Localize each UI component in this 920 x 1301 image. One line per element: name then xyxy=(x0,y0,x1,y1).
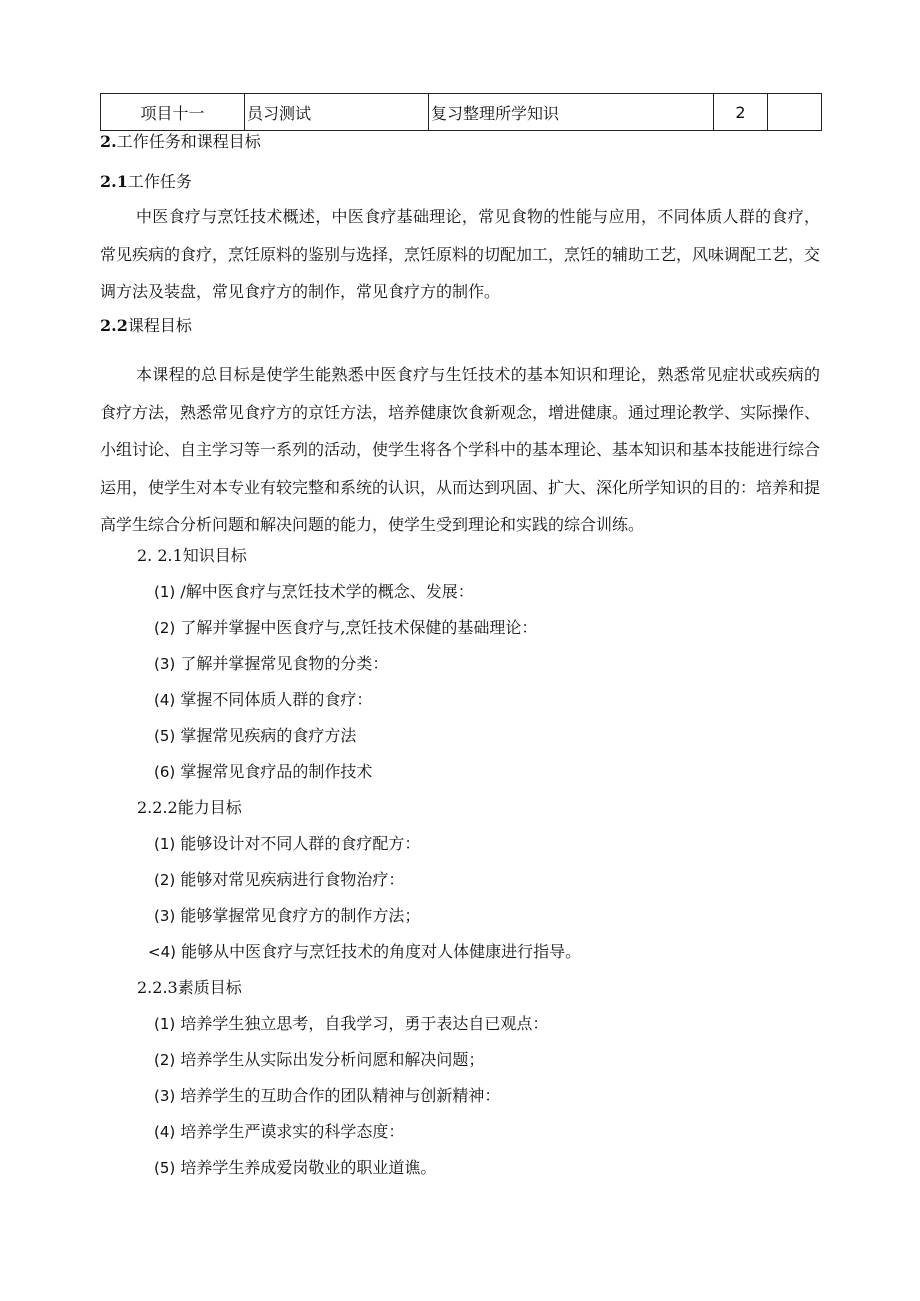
item-text: 培养学生养成爱岗敬业的职业道谯。 xyxy=(180,1158,437,1177)
item-number: (1) xyxy=(154,1015,176,1033)
item-number: (6) xyxy=(154,763,176,781)
list-item xyxy=(154,762,372,782)
cell-extra xyxy=(768,94,822,131)
item-number: (1) xyxy=(154,835,176,853)
subheading-quality-goals: 2.2.3素质目标 xyxy=(137,978,242,997)
item-text: 培养学生严谟求实的科学态度： xyxy=(180,1122,405,1141)
list-item xyxy=(154,690,372,710)
item-text: 了解并掌握常见食物的分类： xyxy=(180,654,389,673)
item-number: (2) xyxy=(154,619,176,637)
list-item xyxy=(154,1122,404,1142)
item-text: 掌握常见食疗品的制作技术 xyxy=(180,762,373,781)
item-number: (5) xyxy=(154,1159,176,1177)
item-text: 能够从中医食疗与烹饪技术的角度对人体健康进行指导。 xyxy=(181,942,582,961)
item-number: (3) xyxy=(154,1087,176,1105)
section-title: 课程目标 xyxy=(127,316,192,335)
cell-item: 项目十一 xyxy=(101,94,245,131)
schedule-table xyxy=(100,93,822,131)
cell-hours: 2 xyxy=(714,94,768,131)
item-text: 掌握不同体质人群的食疗： xyxy=(180,690,373,709)
list-item xyxy=(154,618,537,638)
section-title: 工作任务 xyxy=(127,172,192,191)
list-item xyxy=(154,906,420,926)
item-text: 培养学生独立思考，自我学习，勇于表达自已观点： xyxy=(180,1014,549,1033)
item-text: 培养学生的互助合作的团队精神与创新精神： xyxy=(180,1086,501,1105)
list-item xyxy=(154,582,474,602)
list-item xyxy=(154,870,404,890)
subheading-knowledge-goals: 2. 2.1知识目标 xyxy=(137,546,247,565)
item-text: 培养学生从实际出发分析问愿和解决问题； xyxy=(180,1050,485,1069)
item-number: (3) xyxy=(154,655,176,673)
paragraph-course-goals: 本课程的总目标是使学生能熟悉中医食疗与生饪技术的基本知识和理论，熟悉常见症状或疾病的食疗方法，熟悉常见食疗方的京饪方法，培养健康饮食新观念，增进健康。通过理论教学、实际操作、小组讨论、自主学习等一系列的活动，使学生将各个学科中的基本理论、基本知识和基本技能进行综合运用，使学生对本专业有较完整和系统的认识，从而达到巩固、扩大、深化所学知识的目的：培养和提高学生综合分析问题和解决问题的能力，使学生受到理论和实践的综合训练。 xyxy=(100,365,821,534)
list-item xyxy=(154,834,420,854)
list-item xyxy=(154,654,388,674)
item-text: 掌握常见疾病的食疗方法 xyxy=(180,726,357,745)
section-number: 2. xyxy=(100,132,117,151)
subheading-ability-goals: 2.2.2能力目标 xyxy=(137,798,242,817)
list-item xyxy=(154,1158,436,1178)
list-item xyxy=(154,1050,484,1070)
list-item xyxy=(154,1086,500,1106)
list-item xyxy=(154,726,356,746)
section-heading-2-1 xyxy=(100,172,192,192)
item-number: (3) xyxy=(154,907,176,925)
item-number: (2) xyxy=(154,871,176,889)
section-number: 2.2 xyxy=(100,316,128,335)
item-text: 能够设计对不同人群的食疗配方： xyxy=(180,834,421,853)
item-number: (5) xyxy=(154,727,176,745)
item-number: (4) xyxy=(154,1123,176,1141)
section-heading-2 xyxy=(100,132,261,152)
item-number: (2) xyxy=(154,1051,176,1069)
item-number: (4) xyxy=(154,691,176,709)
section-number: 2.1 xyxy=(100,172,128,191)
item-text: 了解并掌握中医食疗与,烹饪技术保健的基础理论： xyxy=(180,618,538,637)
section-heading-2-2 xyxy=(100,316,192,336)
list-item xyxy=(148,942,581,962)
paragraph-work-tasks: 中医食疗与烹饪技术概述，中医食疗基础理论，常见食物的性能与应用，不同体质人群的食疗，常见疾病的食疗，烹饪原料的鉴别与选择，烹饪原料的切配加工，烹饪的辅助工艺，风味调配工艺，交调方法及装盘，常见食疗方的制作，常见食疗方的制作。 xyxy=(100,207,821,301)
section-title: 工作任务和课程目标 xyxy=(116,132,261,151)
cell-topic: 员习测试 xyxy=(245,94,429,131)
item-text: 能够掌握常见食疗方的制作方法； xyxy=(180,906,421,925)
item-number: <4) xyxy=(148,943,176,961)
cell-content: 复习整理所学知识 xyxy=(429,94,714,131)
item-text: 能够对常见疾病进行食物治疗： xyxy=(180,870,405,889)
list-item xyxy=(154,1014,548,1034)
item-text: /解中医食疗与烹饪技术学的概念、发展： xyxy=(180,582,474,601)
table-row xyxy=(101,94,822,131)
item-number: (1) xyxy=(154,583,176,601)
